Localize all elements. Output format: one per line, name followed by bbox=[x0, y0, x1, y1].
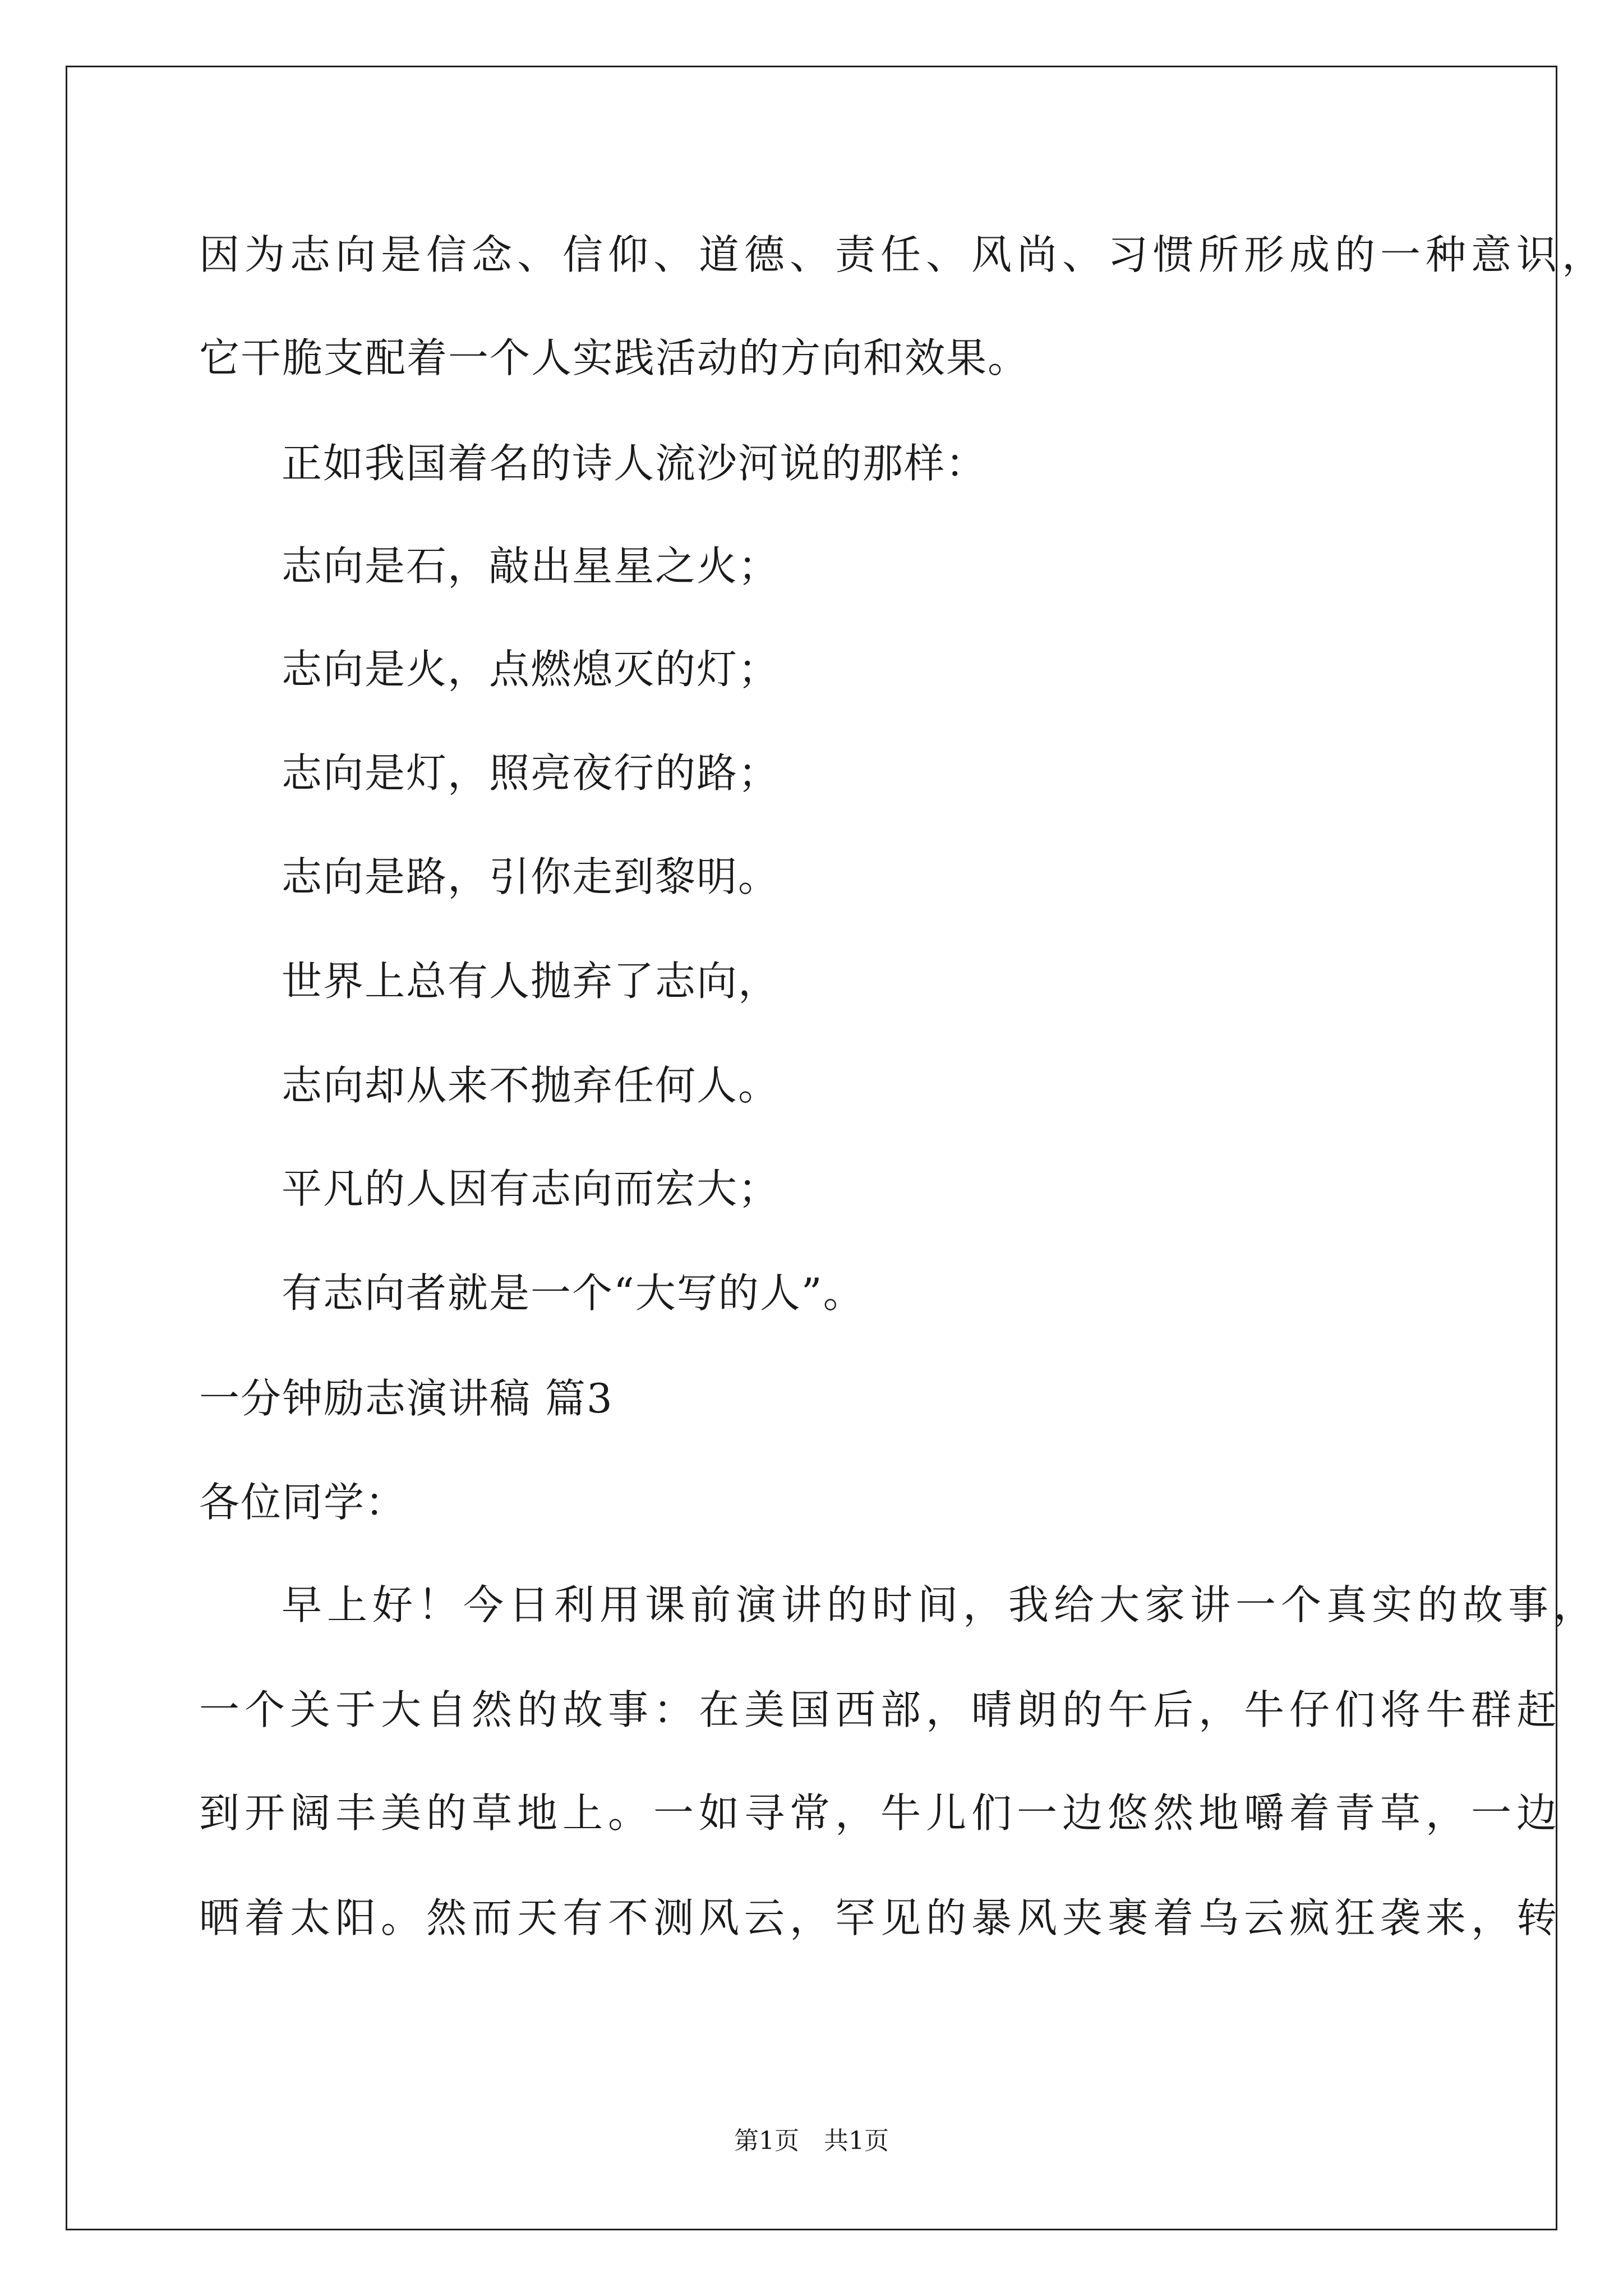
poem-line: 志向是石，敲出星星之火； bbox=[282, 542, 780, 590]
poem-line: 世界上总有人抛弃了志向， bbox=[282, 958, 780, 1005]
section-heading: 一分钟励志演讲稿 篇3 bbox=[199, 1375, 614, 1422]
paragraph-line: 因为志向是信念、信仰、道德、责任、风尚、习惯所形成的一种意识， bbox=[199, 231, 1608, 278]
poem-line: 志向却从来不抛弃任何人。 bbox=[282, 1062, 780, 1109]
page-number-footer: 第1页 共1页 bbox=[734, 2127, 889, 2155]
poem-line: 志向是灯，照亮夜行的路； bbox=[282, 749, 780, 797]
paragraph-line: 正如我国着名的诗人流沙河说的那样： bbox=[282, 440, 988, 487]
paragraph-line: 晒着太阳。然而天有不测风云，罕见的暴风夹裹着乌云疯狂袭来，转 bbox=[199, 1894, 1562, 1941]
salutation: 各位同学： bbox=[199, 1479, 407, 1526]
poem-line: 平凡的人因有志向而宏大； bbox=[282, 1165, 780, 1212]
paragraph-line: 到开阔丰美的草地上。一如寻常，牛儿们一边悠然地嚼着青草，一边 bbox=[199, 1789, 1562, 1837]
poem-line: 志向是路，引你走到黎明。 bbox=[282, 853, 780, 900]
paragraph-line: 一个关于大自然的故事：在美国西部，晴朗的午后，牛仔们将牛群赶 bbox=[199, 1686, 1562, 1733]
poem-line: 有志向者就是一个“大写的人”。 bbox=[282, 1269, 865, 1317]
poem-line: 志向是火，点燃熄灭的灯； bbox=[282, 646, 780, 693]
paragraph-line: 它干脆支配着一个人实践活动的方向和效果。 bbox=[199, 334, 1030, 381]
paragraph-line: 早上好！今日利用课前演讲的时间，我给大家讲一个真实的故事， bbox=[282, 1581, 1599, 1628]
